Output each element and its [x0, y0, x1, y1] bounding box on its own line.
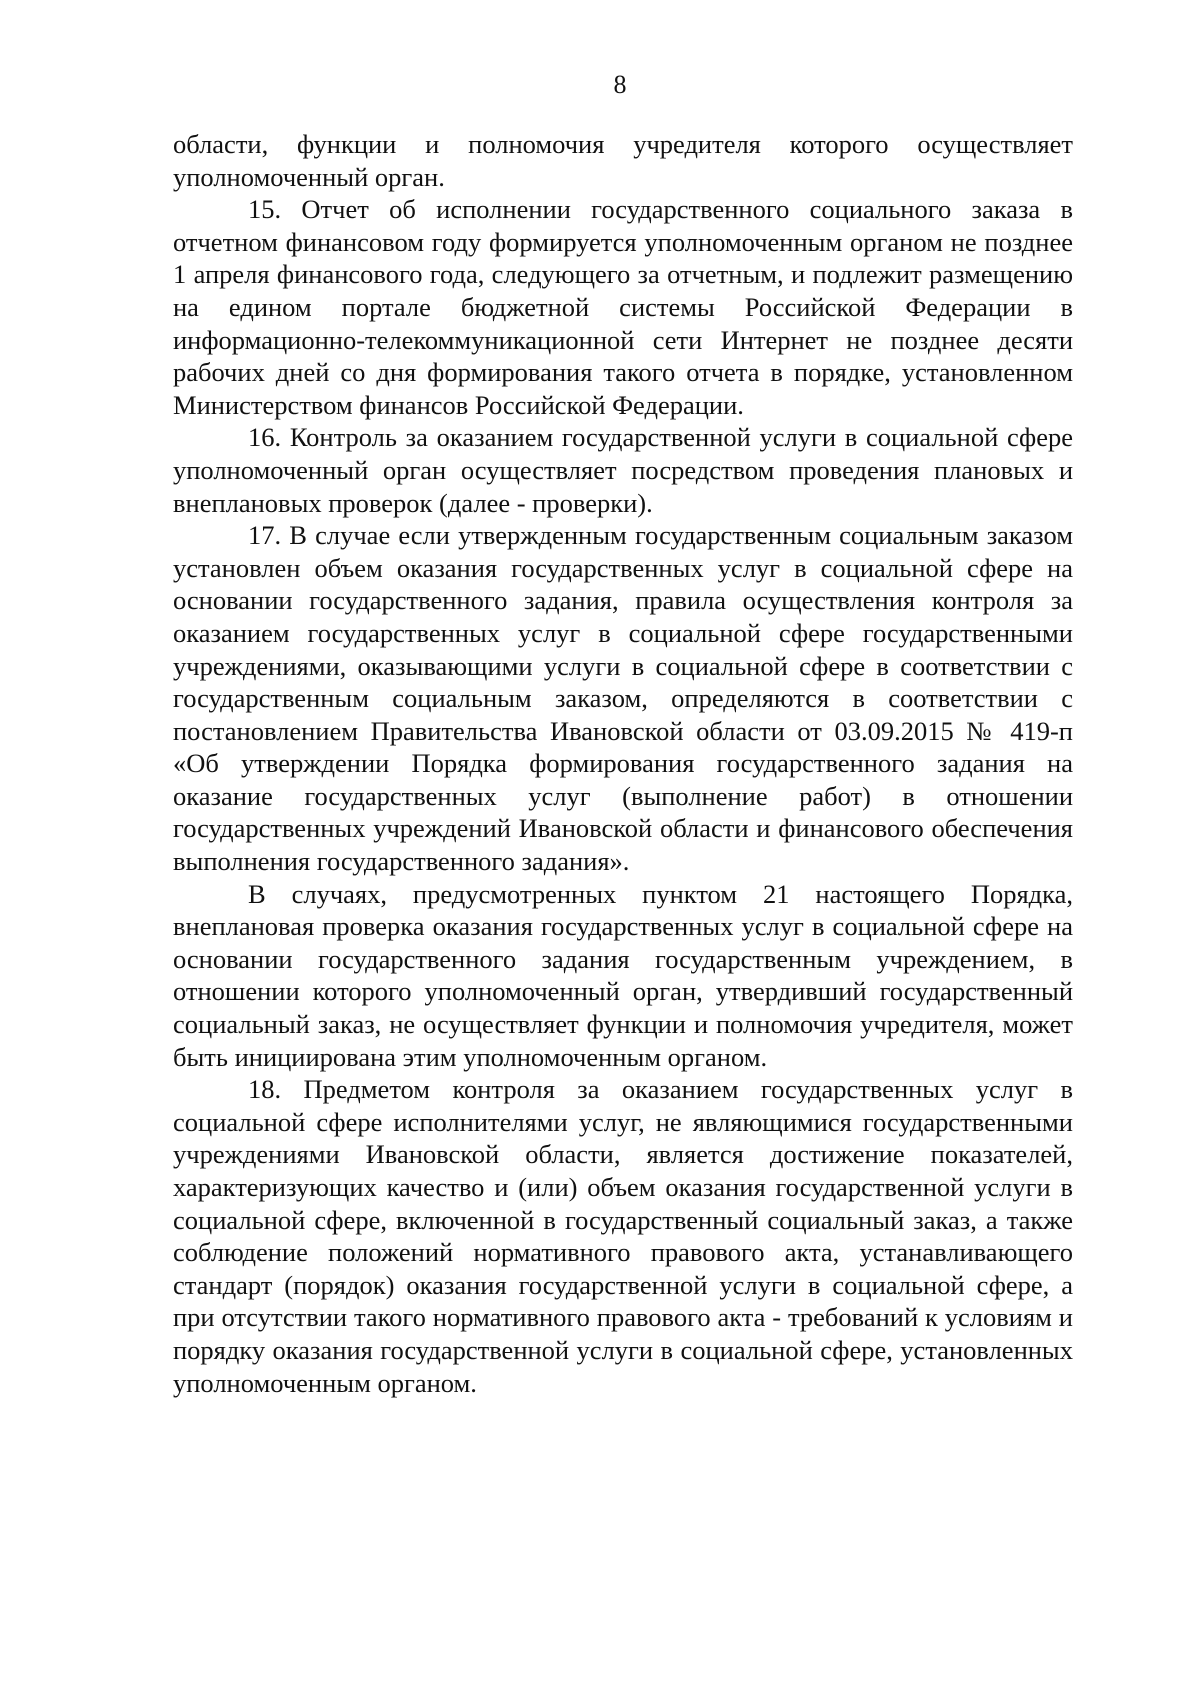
paragraph-item-17-unscheduled-checks: В случаях, предусмотренных пунктом 21 настоящего Порядка, внеплановая проверка оказания государственных услуг в социальной сфере на основании государственного задания государственным учреждением, в отношении которого уполномоченный орган, утвердивший государственный социальный заказ, не осуществляет функции и полномочия учредителя, может быть инициирована этим уполномоченным органом. [173, 878, 1073, 1072]
paragraph-item-17: 17. В случае если утвержденным государственным социальным заказом установлен объем оказания государственных услуг в социальной сфере на основании государственного задания, правила осуществления контроля за оказанием государственных услуг в социальной сфере государственными учреждениями, оказывающими услуги в социальной сфере в соответствии с государственным социальным заказом, определяются в соответствии с постановлением Правительства Ивановской области от 03.09.2015 № 419-п «Об утверждении Порядка формирования государственного задания на оказание государственных услуг (выполнение работ) в отношении государственных учреждений Ивановской области и финансового обеспечения выполнения государственного задания». [173, 520, 1073, 877]
paragraph-item-16: 16. Контроль за оказанием государственной услуги в социальной сфере уполномоченный орган осуществляет посредством проведения плановых и внеплановых проверок (далее - проверки). [173, 422, 1073, 518]
paragraph-item-18: 18. Предметом контроля за оказанием государственных услуг в социальной сфере исполнителями услуг, не являющимися государственными учреждениями Ивановской области, является достижение показателей, характеризующих качество и (или) объем оказания государственной услуги в социальной сфере, включенной в государственный социальный заказ, а также соблюдение положений нормативного правового акта, устанавливающего стандарт (порядок) оказания государственной услуги в социальной сфере, а при отсутствии такого нормативного правового акта - требований к условиям и порядку оказания государственной услуги в социальной сфере, установленных уполномоченным органом. [173, 1074, 1073, 1398]
paragraph-continuation: области, функции и полномочия учредителя которого осуществляет уполномоченный орган. [173, 129, 1073, 192]
document-body [173, 128, 1073, 1399]
page-number: 8 [613, 70, 627, 99]
paragraph-item-15: 15. Отчет об исполнении государственного социального заказа в отчетном финансовом году формируется уполномоченным органом не позднее 1 апреля финансового года, следующего за отчетным, и подлежит размещению на едином портале бюджетной системы Российской Федерации в информационно-телекоммуникационной сети Интернет не позднее десяти рабочих дней со дня формирования такого отчета в порядке, установленном Министерством финансов Российской Федерации. [173, 194, 1073, 420]
